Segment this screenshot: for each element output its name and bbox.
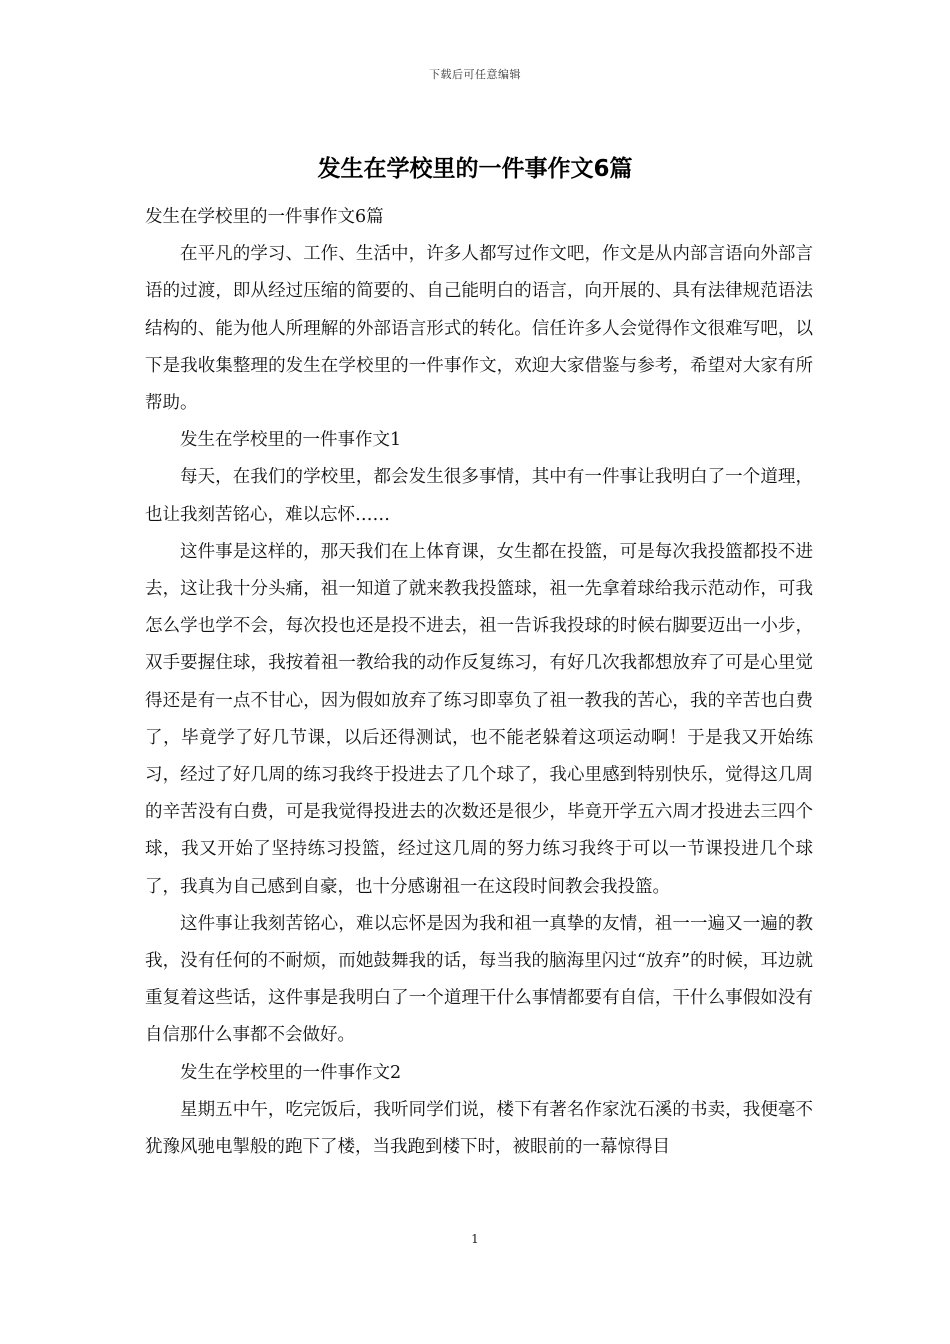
page-number: 1 xyxy=(471,1232,479,1246)
page-header: 下载后可任意编辑 xyxy=(429,68,521,81)
essay-2-heading: 发生在学校里的一件事作文2 xyxy=(180,1062,402,1083)
document-title: 发生在学校里的一件事作文6篇 xyxy=(317,156,633,182)
intro-paragraph: 在平凡的学习、工作、生活中，许多人都写过作文吧，作文是从内部言语向外部言语的过渡，即从经过压缩的简要的、自己能明白的语言，向开展的、具有法律规范语法结构的、能为他人所理解的外部语言形式的转化。信任许多人会觉得作文很难写吧，以下是我收集整理的发生在学校里的一件事作文，欢迎大家借鉴与参考，希望对大家有所帮助。 xyxy=(145,244,813,414)
essay-1-paragraph-1: 每天，在我们的学校里，都会发生很多事情，其中有一件事让我明白了一个道理，也让我刻苦铭心，难以忘怀…… xyxy=(145,467,813,525)
essay-1-paragraph-3: 这件事让我刻苦铭心，难以忘怀是因为我和祖一真挚的友情，祖一一遍又一遍的教我，没有任何的不耐烦，而她鼓舞我的话，每当我的脑海里闪过“放弃”的时候，耳边就重复着这些话，这件事是我明白了一个道理干什么事情都要有自信，干什么事假如没有自信那什么事都不会做好。 xyxy=(145,913,813,1046)
subtitle-paragraph: 发生在学校里的一件事作文6篇 xyxy=(145,207,384,227)
essay-2-paragraph-1: 星期五中午，吃完饭后，我听同学们说，楼下有著名作家沈石溪的书卖，我便毫不犹豫风驰电掣般的跑下了楼，当我跑到楼下时，被眼前的一幕惊得目 xyxy=(145,1099,813,1158)
essay-1-paragraph-2: 这件事是这样的，那天我们在上体育课，女生都在投篮，可是每次我投篮都投不进去，这让我十分头痛，祖一知道了就来教我投篮球，祖一先拿着球给我示范动作，可我怎么学也学不会，每次投也还是投不进去，祖一告诉我投球的时候右脚要迈出一小步，双手要握住球，我按着祖一教给我的动作反复练习，有好几次我都想放弃了可是心里觉得还是有一点不甘心，因为假如放弃了练习即辜负了祖一教我的苦心，我的辛苦也白费了，毕竟学了好几节课，以后还得测试，也不能老躲着这项运动啊！于是我又开始练习，经过了好几周的练习我终于投进去了几个球了，我心里感到特别快乐，觉得这几周的辛苦没有白费，可是我觉得投进去的次数还是很少，毕竟开学五六周才投进去三四个球，我又开始了坚持练习投篮，经过这几周的努力练习我终于可以一节课投进几个球了，我真为自己感到自豪，也十分感谢祖一在这段时间教会我投篮。 xyxy=(145,541,813,897)
document-body xyxy=(145,199,813,1166)
essay-1-heading: 发生在学校里的一件事作文1 xyxy=(180,430,402,451)
